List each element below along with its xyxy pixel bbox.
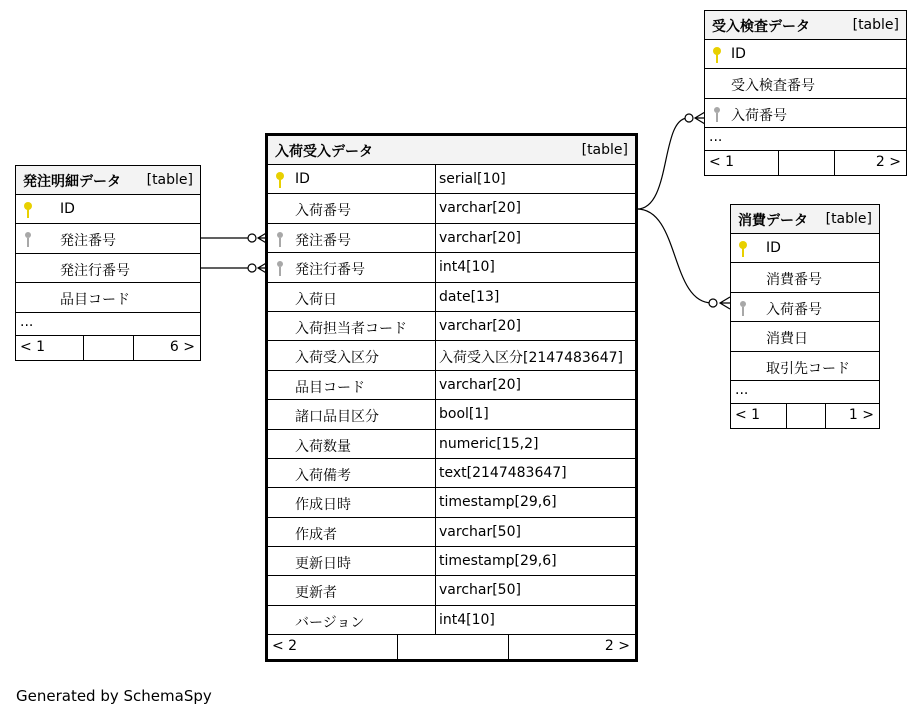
column-row[interactable] [731, 322, 879, 351]
prev-link[interactable]: < 1 [20, 338, 46, 355]
column-list [268, 165, 635, 635]
divider [133, 336, 134, 360]
table-type: [table] [146, 172, 193, 188]
column-name: 入荷番号 [766, 301, 822, 318]
column-row[interactable] [731, 293, 879, 322]
divider [834, 151, 835, 175]
column-name: 入荷担当者コード [295, 320, 407, 337]
column-type: varchar[50] [439, 582, 521, 599]
column-row[interactable] [268, 518, 635, 547]
fk-crowfoot-circle [248, 234, 256, 242]
divider [83, 336, 84, 360]
column-name: 受入検査番号 [731, 78, 815, 95]
fk-crowfoot-circle [248, 264, 256, 272]
column-type: varchar[20] [439, 229, 521, 246]
column-row[interactable] [16, 224, 200, 253]
foreign-key-icon [737, 299, 749, 317]
divider [825, 404, 826, 428]
column-name: 更新者 [295, 585, 337, 602]
column-type: varchar[20] [439, 376, 521, 393]
column-row[interactable] [268, 430, 635, 459]
column-name: 品目コード [60, 292, 130, 309]
table-hatchu-meisai[interactable] [15, 165, 201, 361]
column-row[interactable] [268, 165, 635, 194]
fk-line-ukeire-nyuka [637, 118, 688, 209]
column-name: 発注行番号 [295, 262, 365, 279]
table-type: [table] [852, 17, 899, 33]
column-type: bool[1] [439, 406, 489, 423]
column-name: 取引先コード [766, 360, 850, 377]
table-ukeire-kensa[interactable] [704, 10, 907, 176]
column-type: varchar[50] [439, 523, 521, 540]
column-row[interactable] [268, 341, 635, 370]
next-link[interactable]: 2 > [604, 638, 630, 655]
column-name: 発注番号 [60, 233, 116, 250]
column-type: int4[10] [439, 611, 495, 628]
ellipsis-text: ... [20, 313, 34, 330]
table-header [268, 136, 635, 165]
prev-link[interactable]: < 2 [272, 638, 298, 655]
column-row[interactable] [268, 400, 635, 429]
column-type: date[13] [439, 288, 500, 305]
column-row[interactable] [16, 195, 200, 224]
column-name: バージョン [295, 614, 365, 631]
fk-crowfoot-circle [685, 114, 693, 122]
next-link[interactable]: 1 > [848, 406, 874, 423]
column-name: 入荷受入区分 [295, 350, 379, 367]
ellipsis-text: ... [735, 381, 749, 398]
column-name: 入荷数量 [295, 438, 351, 455]
column-name: 入荷日 [295, 291, 337, 308]
column-row[interactable] [268, 371, 635, 400]
divider [397, 635, 398, 659]
column-type: varchar[20] [439, 200, 521, 217]
column-name: ID [60, 201, 75, 217]
column-row[interactable] [16, 283, 200, 312]
column-row[interactable] [268, 606, 635, 635]
column-type: varchar[20] [439, 317, 521, 334]
column-type: text[2147483647] [439, 464, 567, 481]
column-name: 消費番号 [766, 272, 822, 289]
column-row[interactable] [268, 488, 635, 517]
column-name: 品目コード [295, 379, 365, 396]
table-nav [16, 336, 200, 360]
table-name: 入荷受入データ [275, 144, 373, 160]
ellipsis-text: ... [709, 129, 723, 146]
column-name: ID [731, 46, 746, 62]
foreign-key-icon [274, 259, 286, 277]
column-type: timestamp[29,6] [439, 494, 557, 511]
column-row[interactable] [268, 253, 635, 282]
foreign-key-icon [274, 230, 286, 248]
table-nyuka-ukeire[interactable] [265, 133, 638, 662]
column-row[interactable] [268, 547, 635, 576]
column-type: timestamp[29,6] [439, 553, 557, 570]
column-name: ID [295, 171, 310, 187]
column-name: 作成者 [295, 526, 337, 543]
prev-link[interactable]: < 1 [735, 406, 761, 423]
primary-key-icon [711, 46, 723, 64]
column-row[interactable] [268, 194, 635, 223]
column-type: numeric[15,2] [439, 435, 539, 452]
column-row[interactable] [268, 576, 635, 605]
column-row[interactable] [268, 312, 635, 341]
fk-crowfoot [720, 297, 730, 309]
primary-key-icon [737, 240, 749, 258]
column-name: 諸口品目区分 [295, 409, 379, 426]
more-columns [705, 128, 906, 151]
column-row[interactable] [731, 263, 879, 292]
column-row[interactable] [16, 254, 200, 283]
foreign-key-icon [22, 230, 34, 248]
table-shohi[interactable] [730, 204, 880, 429]
divider [778, 151, 779, 175]
table-nav [731, 404, 879, 428]
next-link[interactable]: 2 > [875, 154, 901, 171]
column-row[interactable] [268, 224, 635, 253]
column-name: 入荷番号 [731, 107, 787, 124]
table-type: [table] [581, 142, 628, 158]
table-header [705, 11, 906, 40]
table-nav [268, 635, 635, 659]
more-columns [16, 313, 200, 336]
divider [508, 635, 509, 659]
column-row[interactable] [705, 69, 906, 98]
footer-credit: Generated by SchemaSpy [16, 687, 212, 705]
prev-link[interactable]: < 1 [709, 154, 735, 171]
table-type: [table] [825, 211, 872, 227]
column-row[interactable] [268, 459, 635, 488]
table-name: 受入検査データ [712, 19, 810, 35]
column-row[interactable] [731, 352, 879, 381]
column-type: int4[10] [439, 259, 495, 276]
column-row[interactable] [705, 40, 906, 69]
table-header [16, 166, 200, 195]
column-name: 発注番号 [295, 232, 351, 249]
column-name: 作成日時 [295, 497, 351, 514]
more-columns [731, 381, 879, 404]
column-name: 入荷備考 [295, 467, 351, 484]
column-name: 更新日時 [295, 556, 351, 573]
primary-key-icon [22, 201, 34, 219]
table-name: 発注明細データ [23, 174, 121, 190]
divider [786, 404, 787, 428]
table-header [731, 205, 879, 234]
column-row[interactable] [268, 283, 635, 312]
table-name: 消費データ [738, 213, 808, 229]
next-link[interactable]: 6 > [169, 338, 195, 355]
column-name: ID [766, 240, 781, 256]
foreign-key-icon [711, 105, 723, 123]
column-name: 消費日 [766, 331, 808, 348]
column-row[interactable] [705, 99, 906, 128]
fk-line-shohi-nyuka [637, 209, 712, 303]
column-type: serial[10] [439, 171, 506, 187]
column-type: 入荷受入区分[2147483647] [439, 350, 623, 367]
fk-crowfoot-circle [709, 299, 717, 307]
column-name: 入荷番号 [295, 203, 351, 220]
table-nav [705, 151, 906, 175]
column-row[interactable] [731, 234, 879, 263]
column-name: 発注行番号 [60, 262, 130, 279]
primary-key-icon [274, 171, 286, 189]
